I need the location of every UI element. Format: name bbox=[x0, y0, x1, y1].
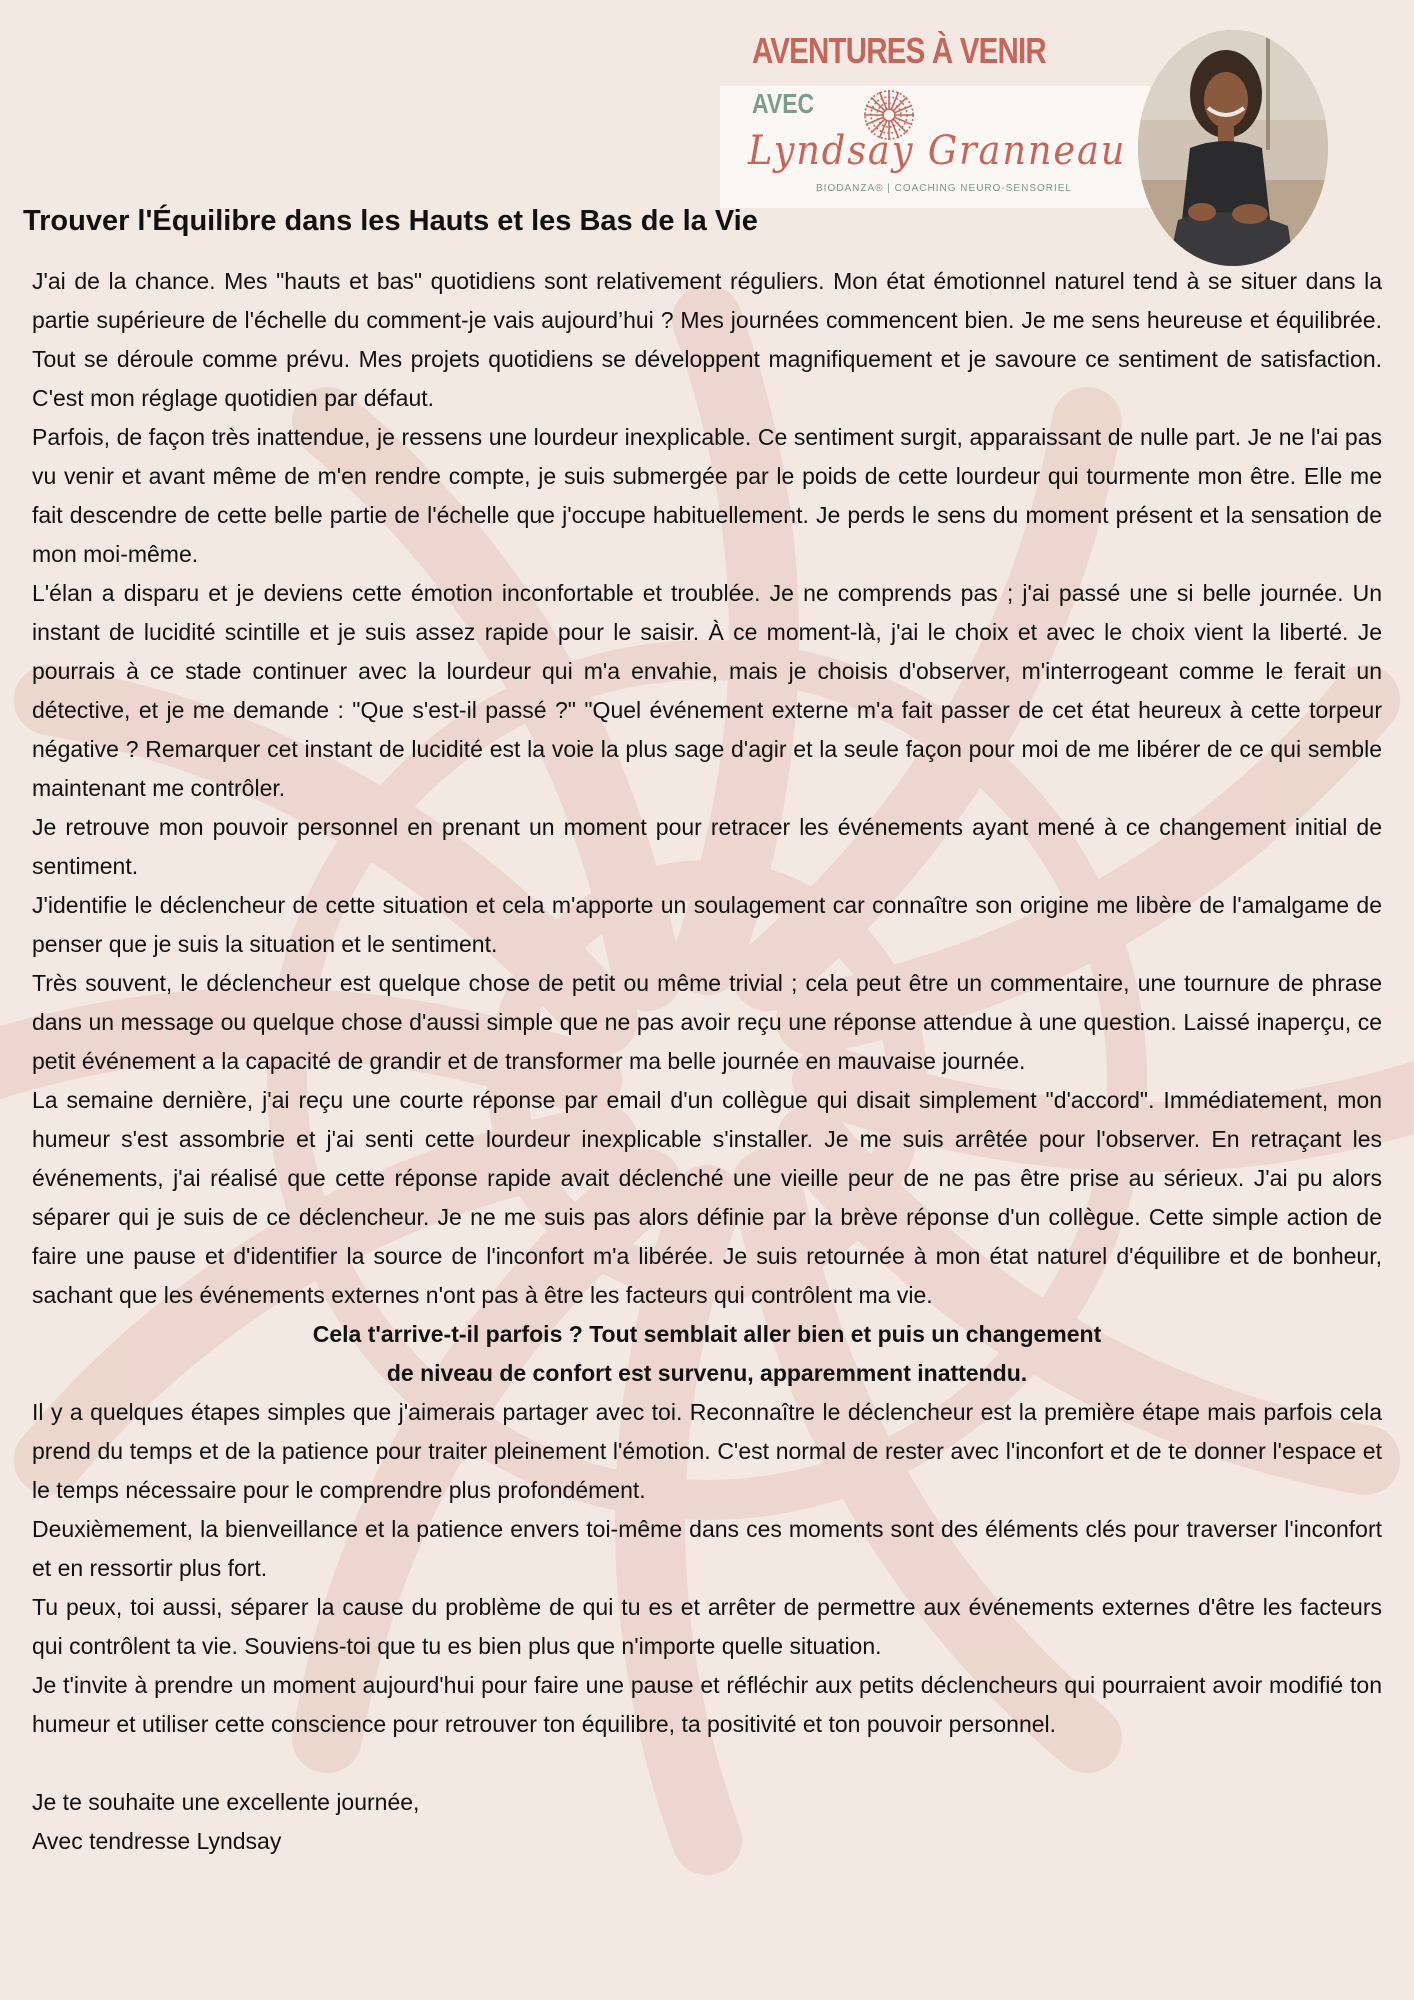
body-paragraph: Il y a quelques étapes simples que j'aimerais partager avec toi. Reconnaître le déclencheur est la première étape mais parfois cela prend du temps et de la patience pour traiter pleinement l'émotion. C'est normal de rester avec l'inconfort et de te donner l'espace et le temps nécessaire pour le comprendre plus profondément. bbox=[32, 1399, 1382, 1503]
article-title: Trouver l'Équilibre dans les Hauts et les Bas de la Vie bbox=[23, 205, 758, 237]
article-body bbox=[32, 262, 1382, 1861]
body-paragraph: J'ai de la chance. Mes "hauts et bas" quotidiens sont relativement réguliers. Mon état émotionnel naturel tend à se situer dans la partie supérieure de l'échelle du comment-je vais aujourd’hui ? Mes journées commencent bien. Je me sens heureuse et équilibrée. Tout se déroule comme prévu. Mes projets quotidiens se développent magnifiquement et je savoure ce sentiment de satisfaction. C'est mon réglage quotidien par défaut. bbox=[32, 268, 1382, 411]
closing-signoff: Avec tendresse Lyndsay bbox=[32, 1828, 282, 1854]
body-paragraph: La semaine dernière, j'ai reçu une courte réponse par email d'un collègue qui disait simplement "d'accord". Immédiatement, mon humeur s'est assombrie et j'ai senti cette lourdeur inexplicable s'installer. Je me suis arrêtée pour l'observer. En retraçant les événements, j'ai réalisé que cette réponse rapide avait déclenché une vieille peur de ne pas être prise au sérieux. J'ai pu alors séparer qui je suis de ce déclencheur. Je ne me suis pas alors définie par la brève réponse d'un collègue. Cette simple action de faire une pause et d'identifier la source de l'inconfort m'a libérée. Je suis retournée à mon état naturel d'équilibre et de bonheur, sachant que les événements externes n'ont pas à être les facteurs qui contrôlent ma vie. bbox=[32, 1087, 1382, 1308]
body-paragraph: L'élan a disparu et je deviens cette émotion inconfortable et troublée. Je ne comprends pas ; j'ai passé une si belle journée. Un instant de lucidité scintille et je suis assez rapide pour le saisir. À ce moment-là, j'ai le choix et avec le choix vient la liberté. Je pourrais à ce stade continuer avec la lourdeur qui m'a envahie, mais je choisis d'observer, m'interrogeant comme le ferait un détective, et je me demande : "Que s'est-il passé ?" "Quel événement externe m'a fait passer de cet état heureux à cette torpeur négative ? Remarquer cet instant de lucidité est la voie la plus sage d'agir et la seule façon pour moi de me libérer de ce qui semble maintenant me contrôler. bbox=[32, 580, 1382, 801]
event-headline: AVENTURES À VENIR bbox=[752, 30, 1046, 71]
brand-signature: Lyndsay Granneau bbox=[748, 128, 1127, 174]
spacer bbox=[32, 1744, 1382, 1783]
brand-tagline: BIODANZA® | COACHING NEURO-SENSORIEL bbox=[816, 183, 1072, 194]
body-paragraph: Je retrouve mon pouvoir personnel en prenant un moment pour retracer les événements ayant mené à ce changement initial de sentiment. bbox=[32, 814, 1382, 879]
callout-line: de niveau de confort est survenu, apparemment inattendu. bbox=[386, 1360, 1028, 1386]
body-paragraph: Deuxièmement, la bienveillance et la patience envers toi-même dans ces moments sont des éléments clés pour traverser l'inconfort et en ressortir plus fort. bbox=[32, 1516, 1382, 1581]
body-paragraph: Tu peux, toi aussi, séparer la cause du problème de qui tu es et arrêter de permettre aux événements externes d'être les facteurs qui contrôlent ta vie. Souviens-toi que tu es bien plus que n'importe quelle situation. bbox=[32, 1594, 1382, 1659]
body-paragraph: Très souvent, le déclencheur est quelque chose de petit ou même trivial ; cela peut être un commentaire, une tournure de phrase dans un message ou quelque chose d'aussi simple que ne pas avoir reçu une réponse attendue à une question. Laissé inaperçu, ce petit événement a la capacité de grandir et de transformer ma belle journée en mauvaise journée. bbox=[32, 970, 1382, 1074]
portrait-image bbox=[1138, 30, 1328, 266]
portrait-photo bbox=[1138, 30, 1328, 266]
mandala-ring bbox=[883, 109, 895, 121]
closing-greeting: Je te souhaite une excellente journée, bbox=[32, 1789, 420, 1815]
body-paragraph: Je t'invite à prendre un moment aujourd'hui pour faire une pause et réfléchir aux petits déclencheurs qui pourraient avoir modifié ton humeur et utiliser cette conscience pour retrouver ton équilibre, ta positivité et ton pouvoir personnel. bbox=[32, 1672, 1382, 1737]
with-label: AVEC bbox=[752, 88, 815, 119]
callout-line: Cela t'arrive-t-il parfois ? Tout semblait aller bien et puis un changement bbox=[312, 1321, 1102, 1347]
body-paragraph: J'identifie le déclencheur de cette situation et cela m'apporte un soulagement car connaître son origine me libère de l'amalgame de penser que je suis la situation et le sentiment. bbox=[32, 892, 1382, 957]
body-paragraph: Parfois, de façon très inattendue, je ressens une lourdeur inexplicable. Ce sentiment surgit, apparaissant de nulle part. Je ne l'ai pas vu venir et avant même de m'en rendre compte, je suis submergée par le poids de cette lourdeur qui tourmente mon être. Elle me fait descendre de cette belle partie de l'échelle que j'occupe habituellement. Je perds le sens du moment présent et la sensation de mon moi-même. bbox=[32, 424, 1382, 567]
